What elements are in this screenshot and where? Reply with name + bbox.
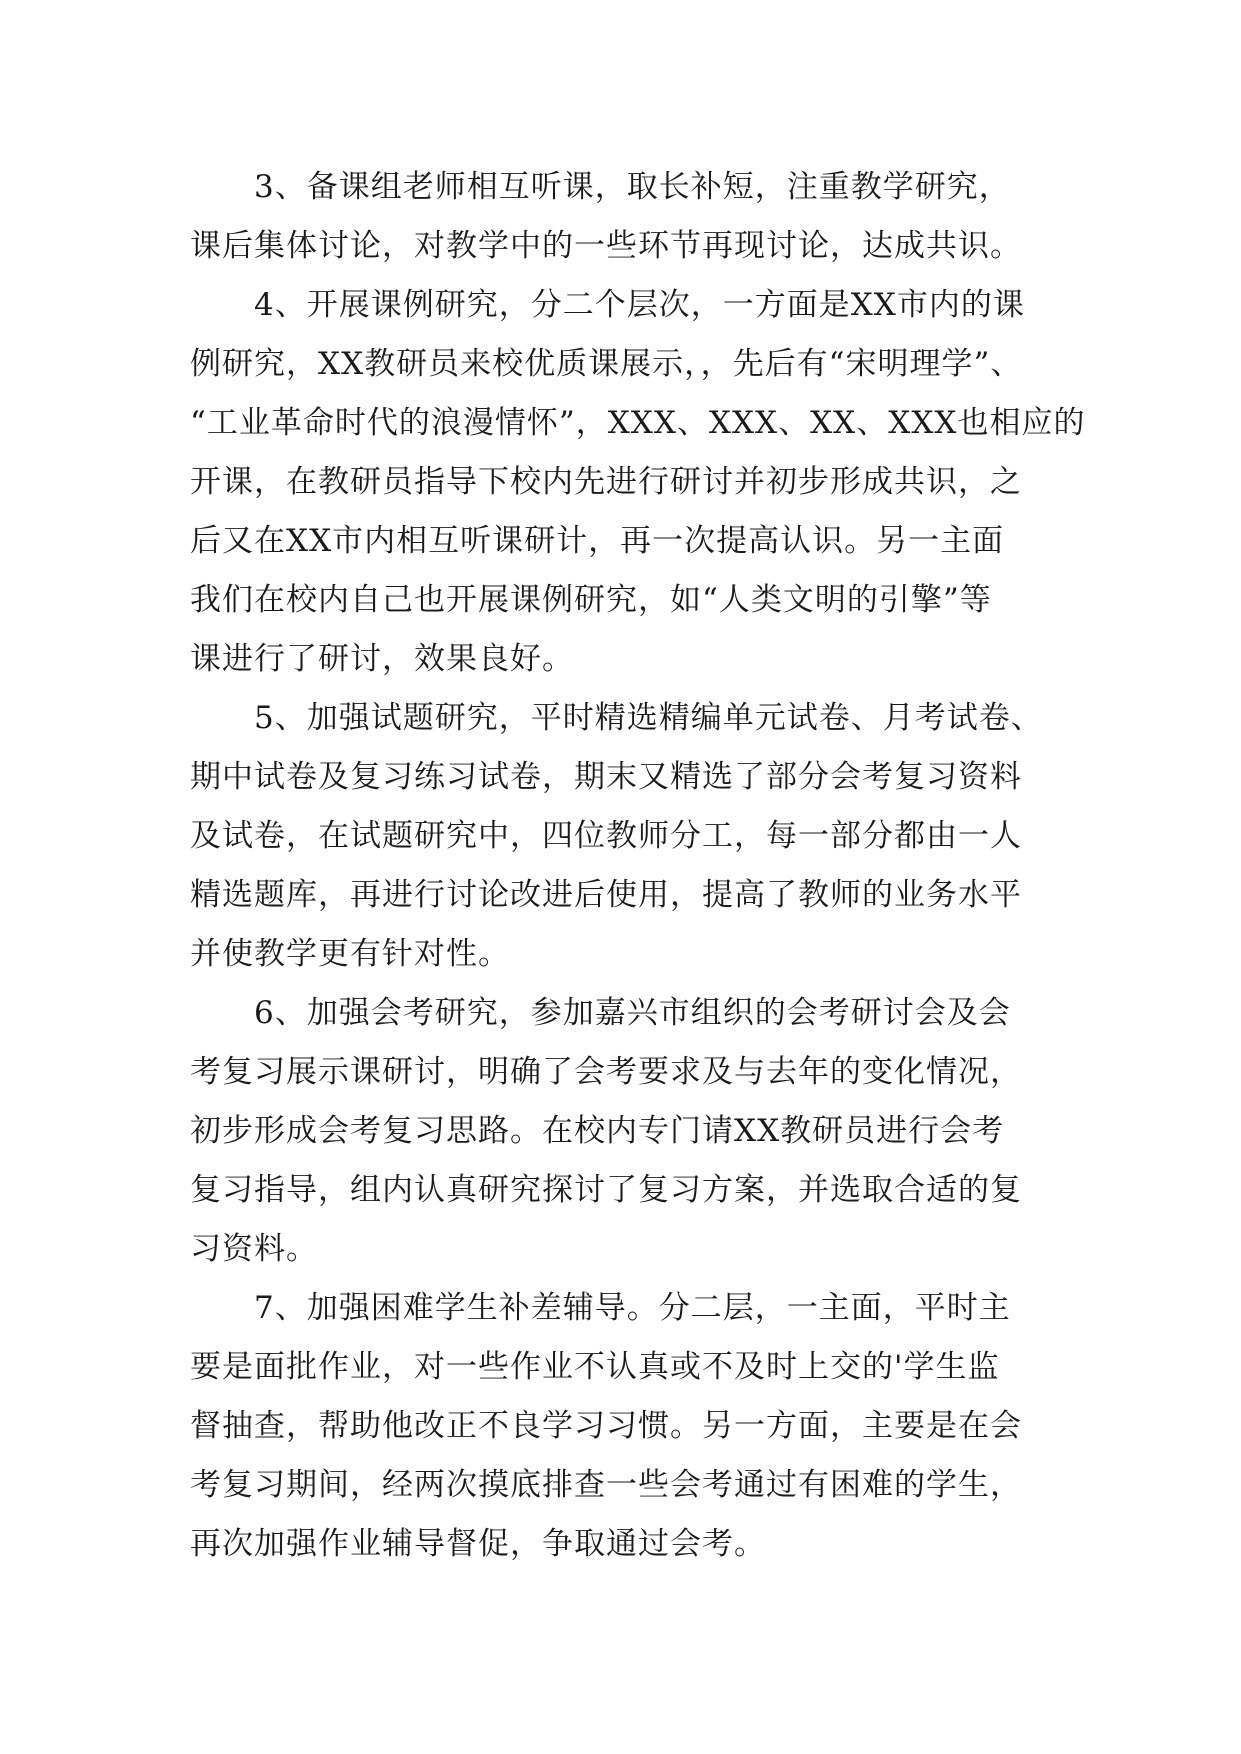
paragraph-line: 后又在XX市内相互听课研计，再一次提高认识。另一主面 (190, 523, 1005, 559)
paragraph-line: “工业革命时代的浪漫情怀”，XXX、XXX、XX、XXX也相应的 (190, 405, 1086, 441)
paragraph-line: 再次加强作业辅导督促，争取通过会考。 (190, 1526, 766, 1562)
paragraph-line: 课进行了研讨，效果良好。 (190, 641, 574, 677)
paragraph-line: 开课，在教研员指导下校内先进行研讨并初步形成共识，之 (190, 464, 1022, 500)
paragraph-line: 要是面批作业，对一些作业不认真或不及时上交的'学生监 (190, 1349, 1000, 1385)
paragraph-line: 考复习期间，经两次摸底排查一些会考通过有困难的学生， (190, 1467, 1022, 1503)
paragraph-line: 考复习展示课研讨，明确了会考要求及与去年的变化情况， (190, 1054, 1022, 1090)
paragraph-6 (190, 984, 1070, 1279)
paragraph-line: 及试卷，在试题研究中，四位教师分工，每一部分都由一人 (190, 818, 1022, 854)
paragraph-5 (190, 689, 1070, 984)
paragraph-4 (190, 276, 1086, 689)
paragraph-7 (190, 1279, 1070, 1574)
paragraph-line: 初步形成会考复习思路。在校内专门请XX教研员进行会考 (190, 1113, 1005, 1149)
paragraph-line: 复习指导，组内认真研究探讨了复习方案，并选取合适的复 (190, 1172, 1022, 1208)
document-body (190, 158, 1086, 1574)
paragraph-line: 5、加强试题研究，平时精选精编单元试卷、月考试卷、 (254, 700, 1043, 736)
paragraph-line: 3、备课组老师相互听课，取长补短，注重教学研究， (254, 169, 1011, 205)
paragraph-line: 督抽查，帮助他改正不良学习习惯。另一方面，主要是在会 (190, 1408, 1022, 1444)
paragraph-line: 课后集体讨论，对教学中的一些环节再现讨论，达成共识。 (190, 228, 1022, 264)
paragraph-line: 6、加强会考研究，参加嘉兴市组织的会考研讨会及会 (254, 995, 1011, 1031)
paragraph-line: 我们在校内自己也开展课例研究，如“人类文明的引擎”等 (190, 582, 992, 618)
paragraph-line: 期中试卷及复习练习试卷，期末又精选了部分会考复习资料 (190, 759, 1022, 795)
paragraph-line: 精选题库，再进行讨论改进后使用，提高了教师的业务水平 (190, 877, 1022, 913)
paragraph-line: 例研究，XX教研员来校优质课展示，，先后有“宋明理学”、 (190, 346, 1023, 382)
paragraph-line: 习资料。 (190, 1231, 318, 1267)
paragraph-3 (190, 158, 1070, 276)
paragraph-line: 并使教学更有针对性。 (190, 936, 510, 972)
paragraph-line: 4、开展课例研究，分二个层次，一方面是XX市内的课 (254, 287, 1025, 323)
paragraph-line: 7、加强困难学生补差辅导。分二层，一主面，平时主 (254, 1290, 1011, 1326)
